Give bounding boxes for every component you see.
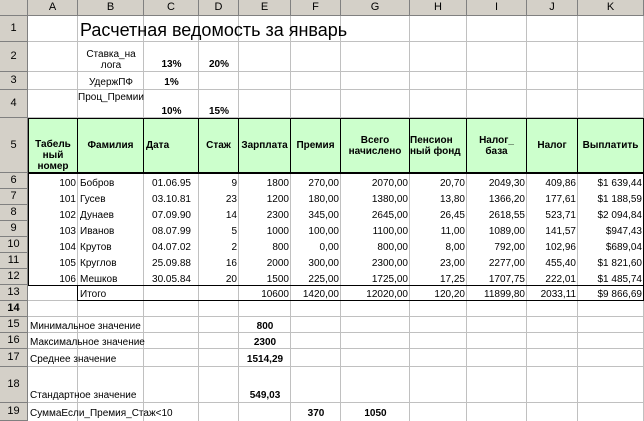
- row-header-17[interactable]: 17: [0, 349, 28, 367]
- cell-stazh[interactable]: 20: [225, 274, 237, 285]
- cell-zarplata[interactable]: 1800: [266, 178, 289, 189]
- gridline: [28, 316, 644, 317]
- cell-stazh[interactable]: 16: [225, 258, 237, 269]
- cell-tabel[interactable]: 104: [59, 242, 76, 253]
- param-prem-label[interactable]: Проц_Премии: [78, 92, 144, 103]
- stat-avg-value[interactable]: 1514,29: [246, 354, 284, 365]
- col-header-g[interactable]: G: [341, 0, 410, 16]
- cell-stazh[interactable]: 5: [231, 226, 237, 237]
- cell-nalog-baza[interactable]: 2277,00: [488, 258, 525, 269]
- cell-premiya[interactable]: 0,00: [319, 242, 339, 253]
- cell-vsego[interactable]: 1380,00: [371, 194, 408, 205]
- cell-nalog[interactable]: 222,01: [545, 274, 576, 285]
- header-pension[interactable]: Пенсион ный фонд: [409, 118, 467, 173]
- sheet-title[interactable]: Расчетная ведомость за январь: [80, 20, 348, 40]
- row-header-13[interactable]: 13: [0, 285, 28, 301]
- select-all-corner[interactable]: [0, 0, 28, 16]
- cell-premiya[interactable]: 300,00: [308, 258, 339, 269]
- header-tabel[interactable]: Табель ный номер: [28, 118, 78, 173]
- cell-tabel[interactable]: 100: [59, 178, 76, 189]
- col-header-h[interactable]: H: [410, 0, 467, 16]
- col-header-j[interactable]: J: [527, 0, 578, 16]
- col-header-a[interactable]: A: [28, 0, 78, 16]
- stat-min-label[interactable]: Минимальное значение: [30, 321, 141, 332]
- stat-max-label[interactable]: Максимальное значение: [30, 337, 145, 348]
- cell-vsego[interactable]: 2300,00: [371, 258, 408, 269]
- cell-pension[interactable]: 11,00: [440, 226, 465, 237]
- gridline: [28, 366, 644, 367]
- cell-familiya[interactable]: Иванов: [80, 226, 115, 237]
- cell-nalog-baza[interactable]: 1366,20: [488, 194, 525, 205]
- row-header-15[interactable]: 15: [0, 317, 28, 333]
- param-stavka-d[interactable]: 20%: [208, 59, 229, 70]
- cell-data[interactable]: 30.05.84: [152, 274, 191, 285]
- cell-data[interactable]: 03.10.81: [152, 194, 191, 205]
- cell-data[interactable]: 25.09.88: [152, 258, 191, 269]
- cell-stazh[interactable]: 9: [231, 178, 237, 189]
- header-familiya[interactable]: Фамилия: [77, 118, 144, 173]
- cell-vyplatit[interactable]: $1 639,44: [597, 178, 642, 189]
- header-vsego[interactable]: Всего начислено: [340, 118, 410, 173]
- cell-tabel[interactable]: 105: [59, 258, 76, 269]
- param-prem-c[interactable]: 10%: [161, 106, 182, 117]
- totals-label[interactable]: Итого: [80, 289, 107, 300]
- cell-data[interactable]: 01.06.95: [152, 178, 191, 189]
- row-header-2[interactable]: 2: [0, 42, 28, 72]
- header-nalog[interactable]: Налог: [526, 118, 578, 173]
- col-header-c[interactable]: C: [144, 0, 199, 16]
- row-header-10[interactable]: 10: [0, 237, 28, 253]
- total-nalog[interactable]: 2033,11: [540, 289, 576, 300]
- cell-nalog-baza[interactable]: 2618,55: [488, 210, 525, 221]
- cell-tabel[interactable]: 101: [59, 194, 76, 205]
- cell-familiya[interactable]: Гусев: [80, 194, 106, 205]
- cell-vsego[interactable]: 1725,00: [371, 274, 408, 285]
- cell-zarplata[interactable]: 2000: [266, 258, 289, 269]
- cell-pension[interactable]: 26,45: [439, 210, 465, 221]
- param-prem-d[interactable]: 15%: [208, 106, 229, 117]
- cell-nalog[interactable]: 102,96: [545, 242, 576, 253]
- cell-vyplatit[interactable]: $1 821,60: [597, 258, 642, 269]
- row-header-11[interactable]: 11: [0, 253, 28, 269]
- header-premiya[interactable]: Премия: [290, 118, 341, 173]
- cell-vyplatit[interactable]: $947,43: [605, 226, 642, 237]
- row-header-14[interactable]: 14: [0, 301, 28, 317]
- col-header-i[interactable]: I: [467, 0, 527, 16]
- cell-familiya[interactable]: Бобров: [80, 178, 115, 189]
- cell-pension[interactable]: 20,70: [439, 178, 465, 189]
- total-zarplata[interactable]: 10600: [261, 289, 289, 300]
- row-header-5[interactable]: 5: [0, 118, 28, 173]
- cell-vyplatit[interactable]: $1 485,74: [597, 274, 642, 285]
- cell-vsego[interactable]: 1100,00: [372, 226, 408, 237]
- cell-nalog[interactable]: 177,61: [545, 194, 576, 205]
- cell-vyplatit[interactable]: $1 188,59: [597, 194, 642, 205]
- total-vyplatit[interactable]: $9 866,69: [597, 289, 642, 300]
- param-uderzh-label[interactable]: УдержПФ: [88, 77, 133, 88]
- header-data[interactable]: Дата: [143, 118, 199, 173]
- cell-vsego[interactable]: 2070,00: [371, 178, 408, 189]
- cell-zarplata[interactable]: 2300: [266, 210, 289, 221]
- header-stazh[interactable]: Стаж: [198, 118, 239, 173]
- row-header-16[interactable]: 16: [0, 333, 28, 349]
- cell-zarplata[interactable]: 1500: [266, 274, 289, 285]
- col-header-f[interactable]: F: [291, 0, 341, 16]
- cell-tabel[interactable]: 103: [59, 226, 76, 237]
- cell-premiya[interactable]: 345,00: [308, 210, 339, 221]
- total-premiya[interactable]: 1420,00: [302, 289, 339, 300]
- gridline: [28, 71, 644, 72]
- cell-stazh[interactable]: 23: [225, 194, 237, 205]
- row-header-3[interactable]: 3: [0, 72, 28, 90]
- cell-familiya[interactable]: Мешков: [80, 274, 118, 285]
- header-nalog-baza[interactable]: Налог_ база: [466, 118, 527, 173]
- stat-sumif-label[interactable]: СуммаЕсли_Премия_Стаж<10: [30, 408, 173, 419]
- param-uderzh-c[interactable]: 1%: [164, 77, 179, 88]
- cell-premiya[interactable]: 270,00: [308, 178, 339, 189]
- cell-vyplatit[interactable]: $689,04: [605, 242, 642, 253]
- cell-nalog-baza[interactable]: 792,00: [494, 242, 525, 253]
- cell-zarplata[interactable]: 800: [272, 242, 289, 253]
- gridline: [28, 332, 644, 333]
- cell-zarplata[interactable]: 1200: [266, 194, 289, 205]
- header-zarplata[interactable]: Зарплата: [238, 118, 291, 173]
- col-header-k[interactable]: K: [578, 0, 644, 16]
- cell-nalog-baza[interactable]: 1089,00: [488, 226, 525, 237]
- col-header-e[interactable]: E: [239, 0, 291, 16]
- cell-nalog[interactable]: 523,71: [545, 210, 576, 221]
- cell-data[interactable]: 08.07.99: [152, 226, 191, 237]
- cell-nalog-baza[interactable]: 2049,30: [488, 178, 525, 189]
- total-vsego[interactable]: 12020,00: [366, 289, 408, 300]
- row-header-8[interactable]: 8: [0, 205, 28, 221]
- cell-tabel[interactable]: 106: [59, 274, 76, 285]
- stat-min-value[interactable]: 800: [256, 321, 274, 332]
- gridline: [28, 89, 644, 90]
- row-header-1[interactable]: 1: [0, 16, 28, 42]
- gridline: [28, 348, 644, 349]
- gridline: [28, 402, 644, 403]
- cell-pension[interactable]: 13,80: [439, 194, 465, 205]
- stat-sumif-g[interactable]: 1050: [364, 408, 387, 419]
- cell-vyplatit[interactable]: $2 094,84: [597, 210, 642, 221]
- cell-stazh[interactable]: 2: [231, 242, 237, 253]
- cell-nalog[interactable]: 141,57: [545, 226, 576, 237]
- param-stavka-label[interactable]: Ставка_на лога: [86, 49, 136, 71]
- cell-pension[interactable]: 8,00: [445, 242, 465, 253]
- cell-premiya[interactable]: 180,00: [308, 194, 339, 205]
- cell-familiya[interactable]: Круглов: [80, 258, 117, 269]
- cell-nalog[interactable]: 409,86: [545, 178, 576, 189]
- total-pension[interactable]: 120,20: [434, 289, 465, 300]
- cell-familiya[interactable]: Дунаев: [80, 210, 114, 221]
- cell-familiya[interactable]: Крутов: [80, 242, 112, 253]
- col-header-b[interactable]: B: [78, 0, 144, 16]
- col-header-d[interactable]: D: [199, 0, 239, 16]
- cell-stazh[interactable]: 14: [225, 210, 237, 221]
- cell-data[interactable]: 07.09.90: [152, 210, 191, 221]
- cell-data[interactable]: 04.07.02: [152, 242, 191, 253]
- total-nalog-baza[interactable]: 11899,80: [484, 289, 525, 300]
- cell-tabel[interactable]: 102: [59, 210, 76, 221]
- header-vyplatit[interactable]: Выплатить: [577, 118, 644, 173]
- stat-max-value[interactable]: 2300: [253, 337, 277, 348]
- cell-vsego[interactable]: 800,00: [377, 242, 408, 253]
- cell-nalog[interactable]: 455,40: [545, 258, 576, 269]
- cell-premiya[interactable]: 225,00: [308, 274, 339, 285]
- param-stavka-c[interactable]: 13%: [161, 59, 182, 70]
- row-header-4[interactable]: 4: [0, 90, 28, 118]
- row-header-19[interactable]: 19: [0, 403, 28, 421]
- row-header-9[interactable]: 9: [0, 221, 28, 237]
- stat-avg-label[interactable]: Среднее значение: [30, 354, 117, 365]
- stat-sumif-f[interactable]: 370: [307, 408, 325, 419]
- row-header-6[interactable]: 6: [0, 173, 28, 189]
- row-header-12[interactable]: 12: [0, 269, 28, 285]
- cell-nalog-baza[interactable]: 1707,75: [488, 274, 525, 285]
- cell-pension[interactable]: 17,25: [439, 274, 465, 285]
- cell-zarplata[interactable]: 1000: [266, 226, 289, 237]
- cell-vsego[interactable]: 2645,00: [371, 210, 408, 221]
- stat-std-value[interactable]: 549,03: [249, 390, 281, 401]
- row-header-18[interactable]: 18: [0, 367, 28, 403]
- stat-std-label[interactable]: Стандартное значение: [30, 390, 137, 401]
- cell-pension[interactable]: 23,00: [439, 258, 465, 269]
- row-header-7[interactable]: 7: [0, 189, 28, 205]
- cell-premiya[interactable]: 100,00: [308, 226, 339, 237]
